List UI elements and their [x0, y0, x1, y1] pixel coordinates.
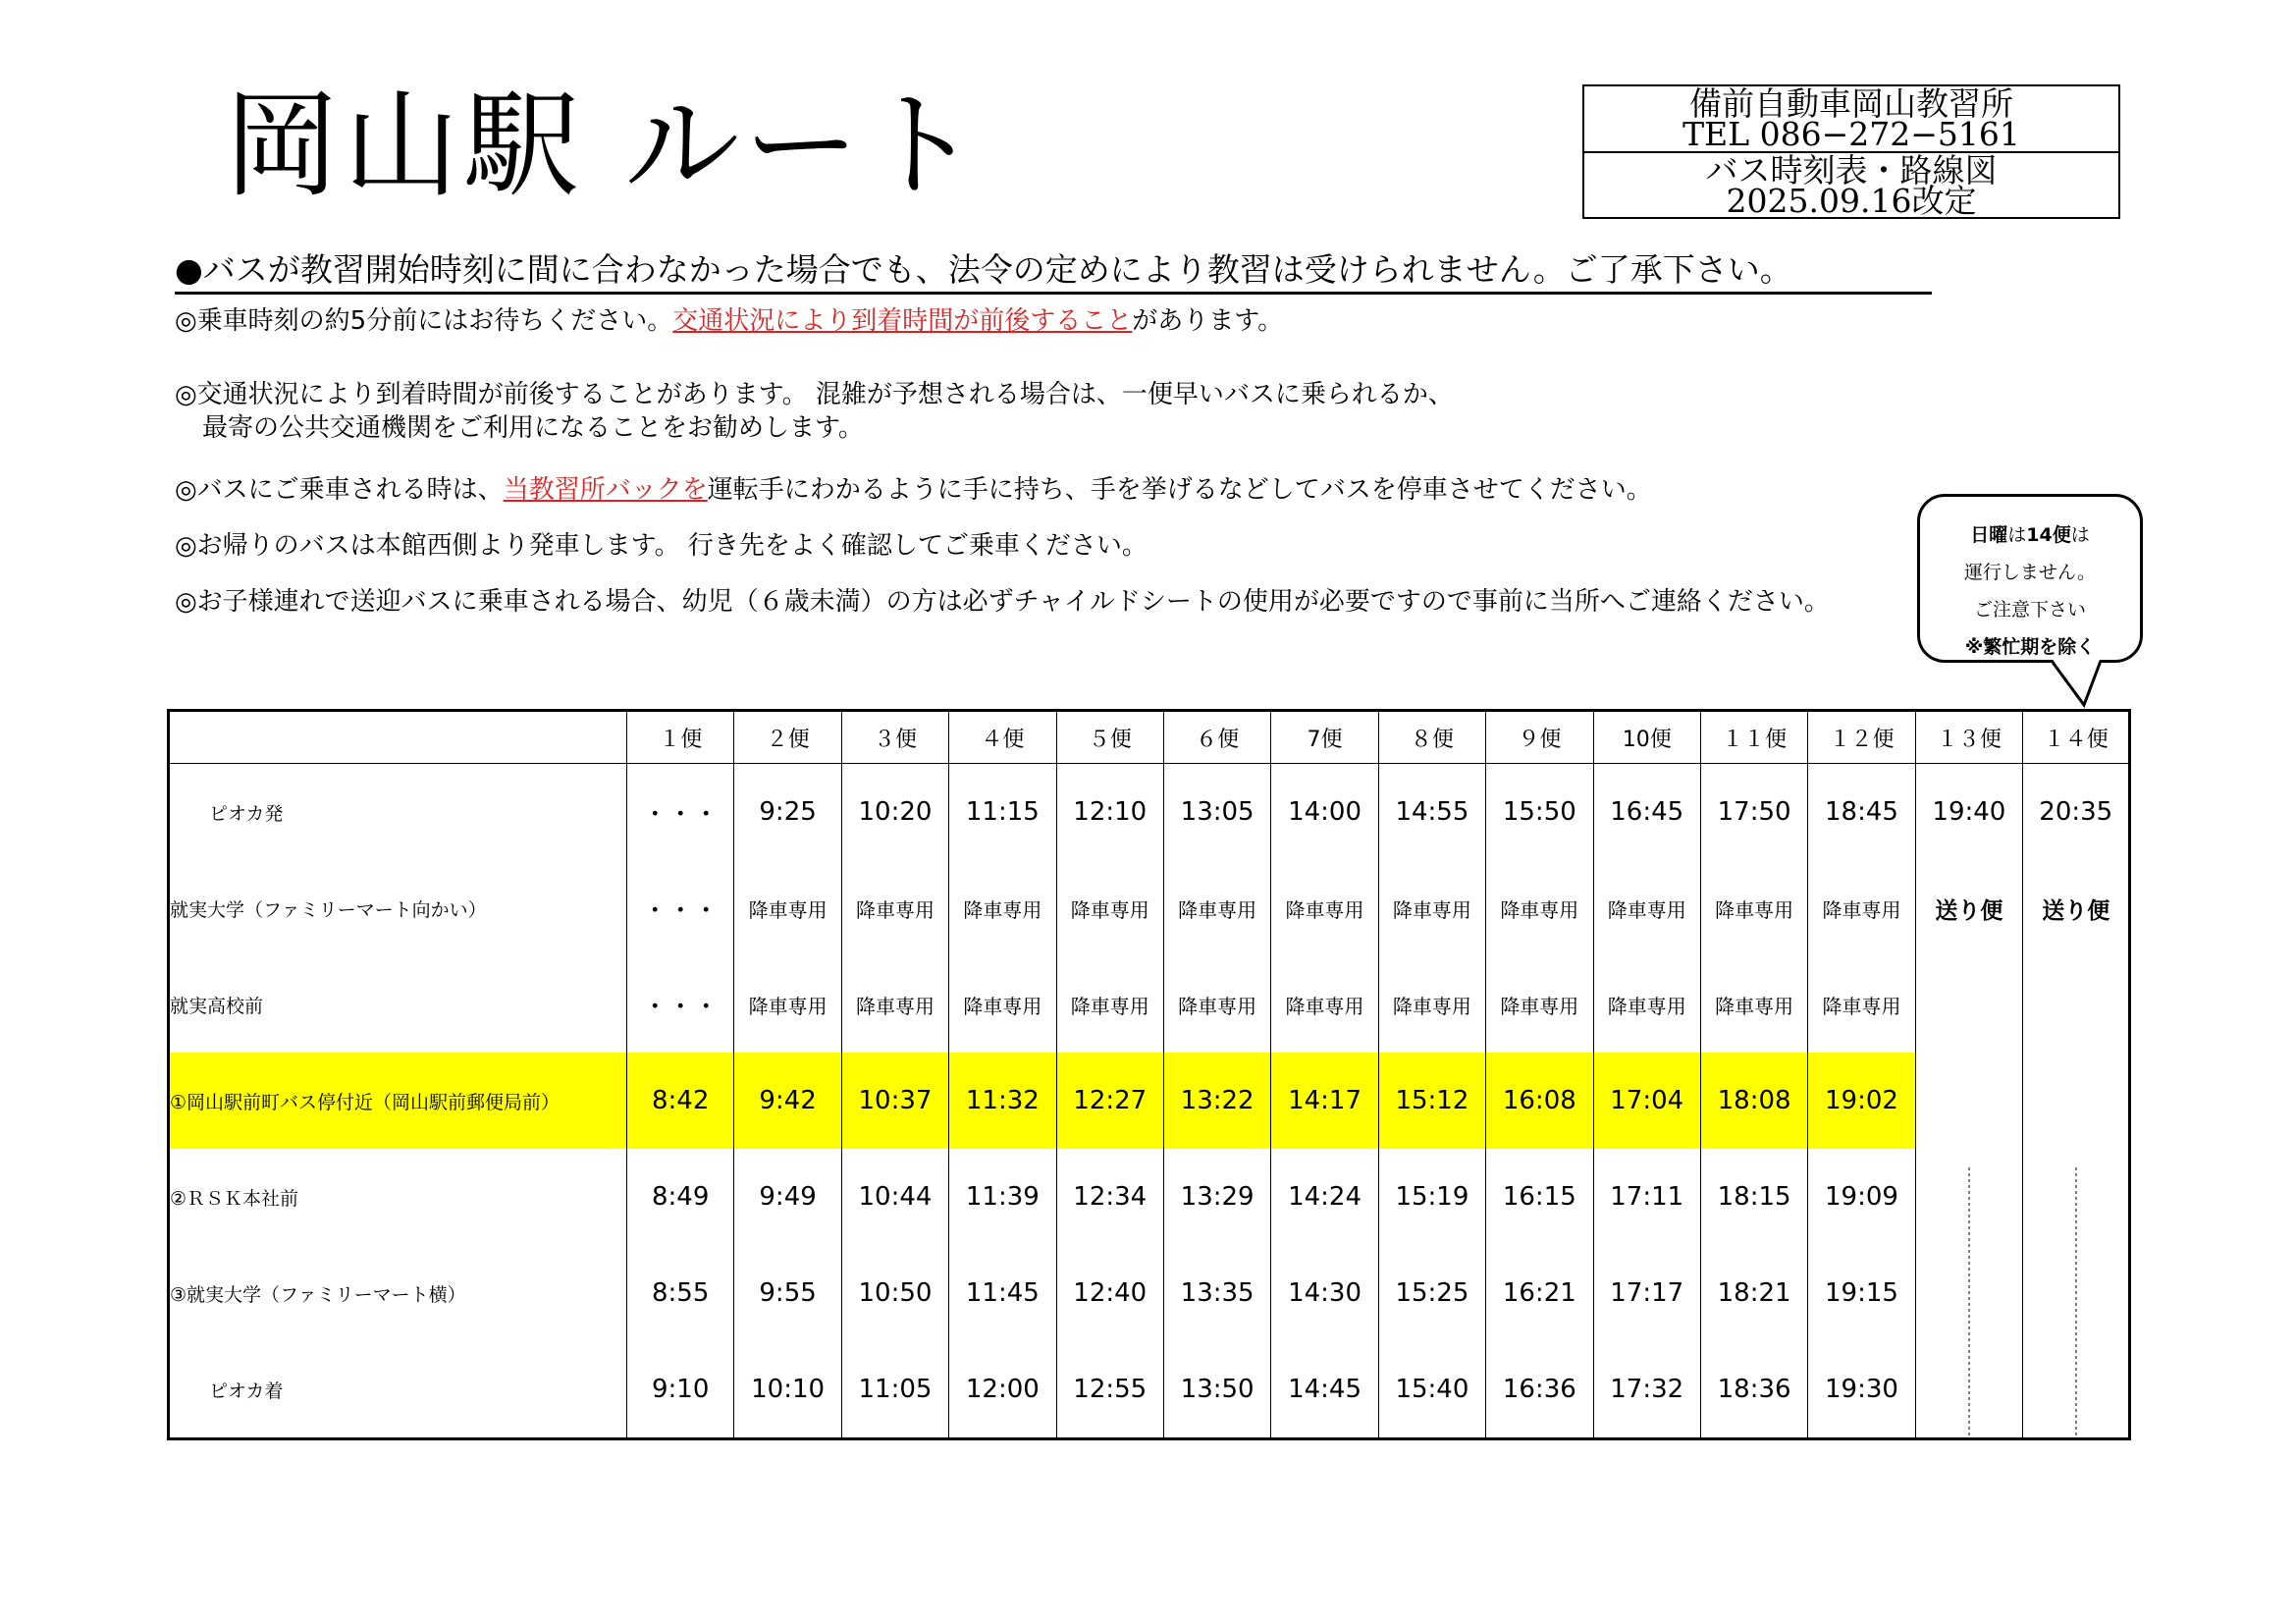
timetable-header-row	[169, 711, 2130, 764]
time-cell: 11:15	[949, 764, 1056, 861]
drop-off-only-cell: 降車専用	[1808, 860, 1915, 956]
revision-date: 2025.09.16改定	[1726, 182, 1977, 220]
time-cell: 18:45	[1808, 764, 1915, 861]
callout-bus-14: 14便	[2026, 524, 2071, 546]
drop-off-only-cell: 降車専用	[1593, 956, 1700, 1053]
document-title: バス時刻表・路線図	[1705, 151, 1998, 189]
time-cell: 17:04	[1593, 1053, 1700, 1149]
note-return-bus: ◎お帰りのバスは本館西側より発車します。 行き先をよく確認してご乗車ください。	[175, 531, 1148, 561]
time-cell: 19:30	[1808, 1341, 1915, 1439]
sunday-callout	[1917, 494, 2143, 663]
time-cell: 15:40	[1378, 1341, 1485, 1439]
stop-name: ②ＲＳＫ本社前	[169, 1149, 627, 1245]
header-bus-10: 10便	[1593, 711, 1700, 764]
drop-off-only-cell: 降車専用	[1808, 956, 1915, 1053]
time-cell: 15:12	[1378, 1053, 1485, 1149]
time-cell: 19:40	[1915, 764, 2022, 861]
header-bus-13: １３便	[1915, 711, 2022, 764]
drop-off-only-cell: 降車専用	[841, 956, 948, 1053]
callout-line-3: ご注意下さい	[1973, 599, 2086, 621]
stop-name: 就実大学（ファミリーマート向かい）	[169, 860, 627, 956]
note-1-red-text: 交通状況により到着時間が前後すること	[672, 306, 1133, 336]
callout-wa-2: は	[2070, 524, 2090, 546]
time-cell: 15:50	[1486, 764, 1593, 861]
bus-13-arrow-cell	[1915, 956, 2022, 1439]
stop-name: ①岡山駅前町バス停付近（岡山駅前郵便局前）	[169, 1053, 627, 1149]
row-pioka-departure	[169, 764, 2130, 861]
note-1-text-end: があります。	[1132, 306, 1284, 336]
drop-off-only-cell: 降車専用	[1700, 956, 1807, 1053]
time-cell: 16:45	[1593, 764, 1700, 861]
drop-off-only-cell: 降車専用	[1486, 860, 1593, 956]
time-cell: 16:08	[1486, 1053, 1593, 1149]
header-bus-2: ２便	[734, 711, 841, 764]
time-cell: 9:55	[734, 1245, 841, 1341]
time-cell: 11:45	[949, 1245, 1056, 1341]
time-cell: 10:10	[734, 1341, 841, 1439]
time-cell: 13:29	[1163, 1149, 1270, 1245]
time-cell: 15:19	[1378, 1149, 1485, 1245]
time-cell: 18:36	[1700, 1341, 1807, 1439]
corner-cell	[169, 711, 627, 764]
time-cell: 18:08	[1700, 1053, 1807, 1149]
drop-off-only-cell: 降車専用	[949, 860, 1056, 956]
note-traffic	[175, 378, 1454, 445]
header-bus-11: １１便	[1700, 711, 1807, 764]
time-cell: 10:44	[841, 1149, 948, 1245]
time-cell: ・・・	[627, 956, 734, 1053]
send-off-cell: 送り便	[1915, 860, 2022, 956]
drop-off-only-cell: 降車専用	[1486, 956, 1593, 1053]
header-bus-5: ５便	[1056, 711, 1163, 764]
drop-off-only-cell: 降車専用	[1163, 860, 1270, 956]
page-title: 岡山駅 ルート	[224, 78, 984, 213]
time-cell: 13:05	[1163, 764, 1270, 861]
note-3-text-end: 運転手にわかるように手に持ち、手を挙げるなどしてバスを停車させてください。	[707, 475, 1652, 505]
drop-off-only-cell: 降車専用	[1378, 860, 1485, 956]
time-cell: 19:09	[1808, 1149, 1915, 1245]
drop-off-only-cell: 降車専用	[1056, 860, 1163, 956]
time-cell: 9:42	[734, 1053, 841, 1149]
row-rsk-headquarters	[169, 1149, 2130, 1245]
header-bus-9: ９便	[1486, 711, 1593, 764]
time-cell: 19:02	[1808, 1053, 1915, 1149]
callout-line-4: ※繁忙期を除く	[1964, 636, 2096, 658]
time-cell: 10:20	[841, 764, 948, 861]
document-info	[1584, 153, 2118, 218]
time-cell: 16:15	[1486, 1149, 1593, 1245]
time-cell: 12:34	[1056, 1149, 1163, 1245]
note-arrival-time	[175, 304, 1283, 338]
row-shujitsu-high-school	[169, 956, 2130, 1053]
time-cell: 17:17	[1593, 1245, 1700, 1341]
drop-off-only-cell: 降車専用	[734, 956, 841, 1053]
drop-off-only-cell: 降車専用	[1163, 956, 1270, 1053]
note-2-line-1: ◎交通状況により到着時間が前後することがあります。 混雑が予想される場合は、一便早いバスに乗られるか、	[175, 380, 1454, 409]
header-bus-4: ４便	[949, 711, 1056, 764]
note-1-text: ◎乗車時刻の約5分前にはお待ちください。	[175, 306, 673, 336]
school-name: 備前自動車岡山教習所	[1689, 84, 2013, 123]
callout-line-2: 運行しません。	[1963, 562, 2097, 583]
stop-name: ピオカ着	[169, 1341, 627, 1439]
send-off-cell: 送り便	[2023, 860, 2130, 956]
school-contact	[1584, 86, 2118, 153]
time-cell: 12:40	[1056, 1245, 1163, 1341]
drop-off-only-cell: 降車専用	[1271, 860, 1378, 956]
time-cell: 11:39	[949, 1149, 1056, 1245]
time-cell: ・・・	[627, 764, 734, 861]
note-2-line-2: 最寄の公共交通機関をご利用になることをお勧めします。	[202, 413, 864, 443]
drop-off-only-cell: 降車専用	[1700, 860, 1807, 956]
time-cell: 20:35	[2023, 764, 2130, 861]
header-bus-12: １２便	[1808, 711, 1915, 764]
header-bus-8: ８便	[1378, 711, 1485, 764]
drop-off-only-cell: 降車専用	[841, 860, 948, 956]
time-cell: 19:15	[1808, 1245, 1915, 1341]
time-cell: 14:55	[1378, 764, 1485, 861]
time-cell: 14:45	[1271, 1341, 1378, 1439]
drop-off-only-cell: 降車専用	[949, 956, 1056, 1053]
header-bus-6: ６便	[1163, 711, 1270, 764]
drop-off-only-cell: 降車専用	[1593, 860, 1700, 956]
row-shujitsu-univ-opposite	[169, 860, 2130, 956]
time-cell: 8:42	[627, 1053, 734, 1149]
header-bus-14: １４便	[2023, 711, 2130, 764]
callout-wa-1: は	[2007, 524, 2027, 546]
time-cell: 11:32	[949, 1053, 1056, 1149]
time-cell: 18:21	[1700, 1245, 1807, 1341]
bus-timetable	[167, 709, 2131, 1440]
callout-sunday: 日曜	[1970, 524, 2008, 546]
time-cell: 12:27	[1056, 1053, 1163, 1149]
time-cell: 14:17	[1271, 1053, 1378, 1149]
time-cell: 18:15	[1700, 1149, 1807, 1245]
time-cell: 12:00	[949, 1341, 1056, 1439]
time-cell: 14:30	[1271, 1245, 1378, 1341]
time-cell: 11:05	[841, 1341, 948, 1439]
time-cell: 13:35	[1163, 1245, 1270, 1341]
note-3-text: ◎バスにご乗車される時は、	[175, 475, 504, 505]
time-cell: 10:50	[841, 1245, 948, 1341]
time-cell: 15:25	[1378, 1245, 1485, 1341]
time-cell: 9:25	[734, 764, 841, 861]
time-cell: ・・・	[627, 860, 734, 956]
drop-off-only-cell: 降車専用	[1271, 956, 1378, 1053]
stop-name: 就実高校前	[169, 956, 627, 1053]
callout-tail	[2052, 658, 2110, 709]
drop-off-only-cell: 降車専用	[1056, 956, 1163, 1053]
callout-line-1	[1920, 516, 2140, 554]
note-child-seat: ◎お子様連れで送迎バスに乗車される場合、幼児（６歳未満）の方は必ずチャイルドシートの使用が必要ですので事前に当所へご連絡ください。	[175, 587, 1830, 617]
time-cell: 10:37	[841, 1053, 948, 1149]
header-bus-7: 7便	[1271, 711, 1378, 764]
time-cell: 8:49	[627, 1149, 734, 1245]
main-notice: ●バスが教習開始時刻に間に合わなかった場合でも、法令の定めにより教習は受けられません。ご了承下さい。	[175, 248, 1932, 295]
school-tel: TEL 086−272−5161	[1682, 115, 2020, 153]
time-cell: 8:55	[627, 1245, 734, 1341]
stop-name: ピオカ発	[169, 764, 627, 861]
time-cell: 16:21	[1486, 1245, 1593, 1341]
time-cell: 13:22	[1163, 1053, 1270, 1149]
time-cell: 12:55	[1056, 1341, 1163, 1439]
note-boarding	[175, 473, 1652, 507]
time-cell: 16:36	[1486, 1341, 1593, 1439]
row-pioka-arrival	[169, 1341, 2130, 1439]
stop-name: ③就実大学（ファミリーマート横）	[169, 1245, 627, 1341]
time-cell: 14:24	[1271, 1149, 1378, 1245]
time-cell: 17:50	[1700, 764, 1807, 861]
bus-14-arrow-cell	[2023, 956, 2130, 1439]
time-cell: 9:10	[627, 1341, 734, 1439]
time-cell: 17:11	[1593, 1149, 1700, 1245]
time-cell: 14:00	[1271, 764, 1378, 861]
time-cell: 17:32	[1593, 1341, 1700, 1439]
header-bus-3: ３便	[841, 711, 948, 764]
drop-off-only-cell: 降車専用	[1378, 956, 1485, 1053]
school-info-box	[1582, 84, 2120, 219]
time-cell: 12:10	[1056, 764, 1163, 861]
time-cell: 9:49	[734, 1149, 841, 1245]
note-3-red-text: 当教習所バックを	[503, 475, 708, 505]
down-arrow-icon	[2068, 1167, 2084, 1439]
drop-off-only-cell: 降車専用	[734, 860, 841, 956]
row-okayama-station	[169, 1053, 2130, 1149]
time-cell: 13:50	[1163, 1341, 1270, 1439]
row-shujitsu-univ-beside	[169, 1245, 2130, 1341]
header-bus-1: １便	[627, 711, 734, 764]
down-arrow-icon	[1961, 1167, 1977, 1439]
